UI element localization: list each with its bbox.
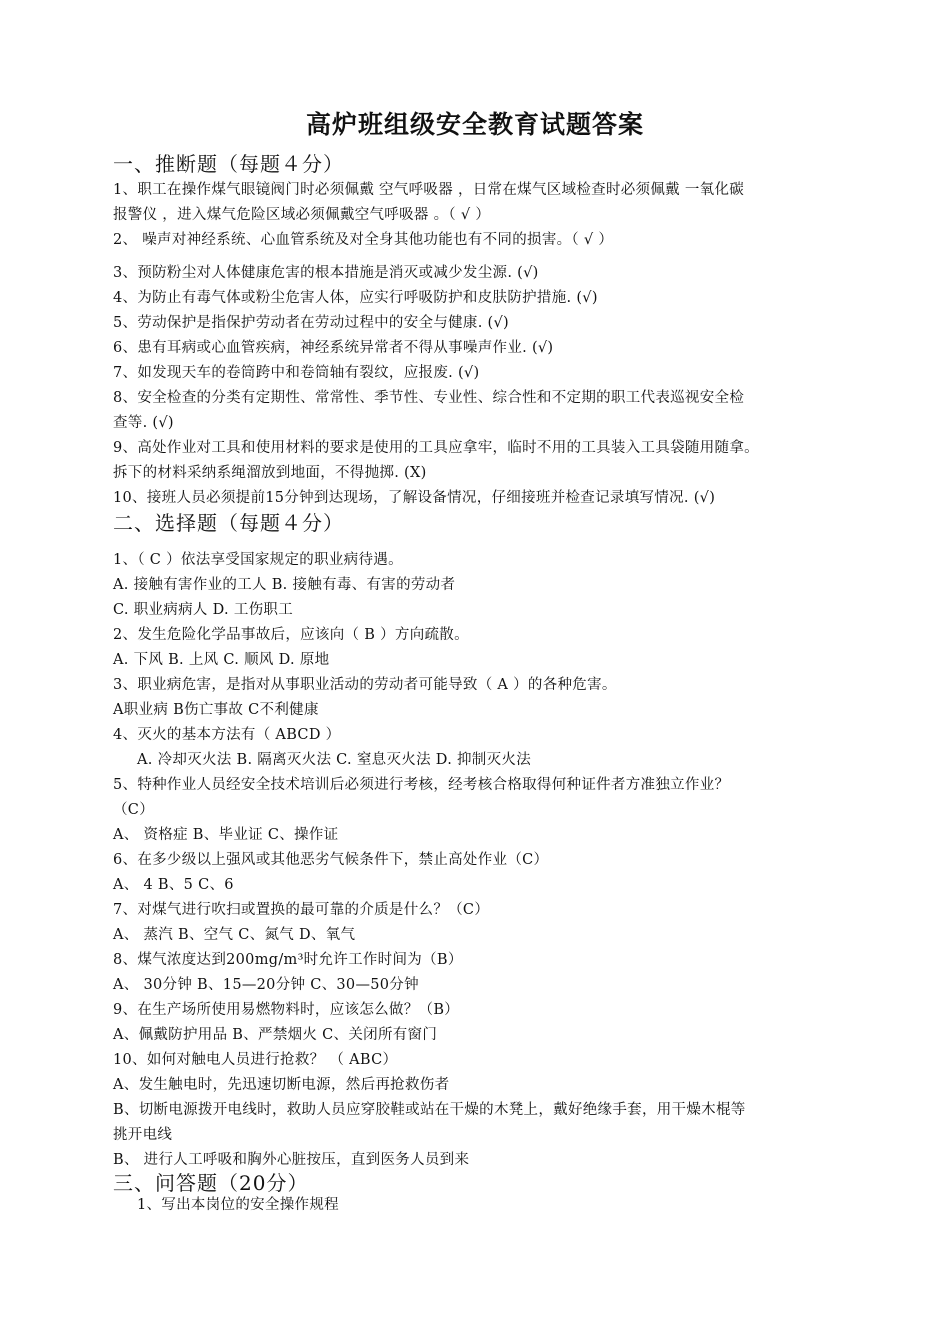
section-heading-choice: 二、选择题（每题４分） [113,511,344,535]
judge-line: 3、预防粉尘对人体健康危害的根本措施是消灭或减少发尘源. (√) [113,265,539,281]
section-heading-judge: 一、推断题（每题４分） [113,152,344,176]
judge-line: 5、劳动保护是指保护劳动者在劳动过程中的安全与健康. (√) [113,315,509,331]
judge-line: 拆下的材料采纳系绳溜放到地面，不得抛掷. (X) [113,465,427,481]
choice-line: A职业病 B伤亡事故 C不利健康 [113,702,319,718]
choice-line: 3、职业病危害，是指对从事职业活动的劳动者可能导致（ A ）的各种危害。 [113,677,617,693]
judge-line: 10、接班人员必须提前15分钟到达现场，了解设备情况，仔细接班并检查记录填写情况. (√) [113,490,716,506]
choice-line: 6、在多少级以上强风或其他恶劣气候条件下，禁止高处作业（C） [113,852,549,868]
judge-line: 查等. (√) [113,415,174,431]
judge-line: 7、如发现天车的卷筒跨中和卷筒轴有裂纹，应报废. (√) [113,365,480,381]
choice-line: A、 4 B、5 C、6 [113,877,234,893]
section-heading-qa: 三、问答题（20分） [113,1171,309,1195]
choice-line: A. 接触有害作业的工人 B. 接触有毒、有害的劳动者 [113,577,456,593]
choice-line: A、 蒸汽 B、空气 C、氮气 D、氧气 [113,927,356,943]
judge-line: 6、患有耳病或心血管疾病，神经系统异常者不得从事噪声作业. (√) [113,340,554,356]
choice-line: C. 职业病病人 D. 工伤职工 [113,602,294,618]
choice-line: （C） [113,802,154,818]
choice-line: A、发生触电时，先迅速切断电源，然后再抢救伤者 [113,1077,450,1093]
choice-line: 2、发生危险化学品事故后，应该向（ B ）方向疏散。 [113,627,469,643]
page-title: 高炉班组级安全教育试题答案 [305,110,644,139]
judge-line: 1、职工在操作煤气眼镜阀门时必须佩戴 空气呼吸器 ，日常在煤气区域检查时必须佩戴 一氧化碳 [113,182,745,198]
choice-line: 挑开电线 [113,1127,173,1143]
choice-line: 8、煤气浓度达到200mg/m³时允许工作时间为（B） [113,952,463,968]
choice-line: A、 30分钟 B、15—20分钟 C、30—50分钟 [113,977,419,993]
judge-line: 2、 噪声对神经系统、心血管系统及对全身其他功能也有不同的损害。（ √ ） [113,232,614,248]
choice-line: 1、（ C ）依法享受国家规定的职业病待遇。 [113,552,403,568]
choice-line: A、佩戴防护用品 B、严禁烟火 C、关闭所有窗门 [113,1027,438,1043]
choice-line: A. 冷却灭火法 B. 隔离灭火法 C. 窒息灭火法 D. 抑制灭火法 [137,752,532,768]
choice-line: 9、在生产场所使用易燃物料时，应该怎么做？（B） [113,1002,460,1018]
choice-line: B、切断电源拨开电线时，救助人员应穿胶鞋或站在干燥的木凳上，戴好绝缘手套，用干燥木棍等 [113,1102,746,1118]
qa-line: 1、写出本岗位的安全操作规程 [137,1197,339,1213]
choice-line: B、 进行人工呼吸和胸外心脏按压，直到医务人员到来 [113,1152,470,1168]
judge-line: 报警仪 ，进入煤气危险区域必须佩戴空气呼吸器 。（ √ ） [113,207,491,223]
judge-line: 4、为防止有毒气体或粉尘危害人体，应实行呼吸防护和皮肤防护措施. (√) [113,290,598,306]
choice-line: A. 下风 B. 上风 C. 顺风 D. 原地 [113,652,330,668]
judge-line: 8、安全检查的分类有定期性、常常性、季节性、专业性、综合性和不定期的职工代表巡视安全检 [113,390,745,406]
choice-line: 10、如何对触电人员进行抢救？ （ ABC） [113,1052,398,1068]
choice-line: 5、特种作业人员经安全技术培训后必须进行考核，经考核合格取得何种证件者方准独立作业？ [113,777,730,793]
choice-line: 7、对煤气进行吹扫或置换的最可靠的介质是什么？（C） [113,902,490,918]
choice-line: 4、灭火的基本方法有（ ABCD ） [113,727,341,743]
choice-line: A、 资格症 B、毕业证 C、操作证 [113,827,339,843]
judge-line: 9、高处作业对工具和使用材料的要求是使用的工具应拿牢，临时不用的工具装入工具袋随用随拿。 [113,440,759,456]
